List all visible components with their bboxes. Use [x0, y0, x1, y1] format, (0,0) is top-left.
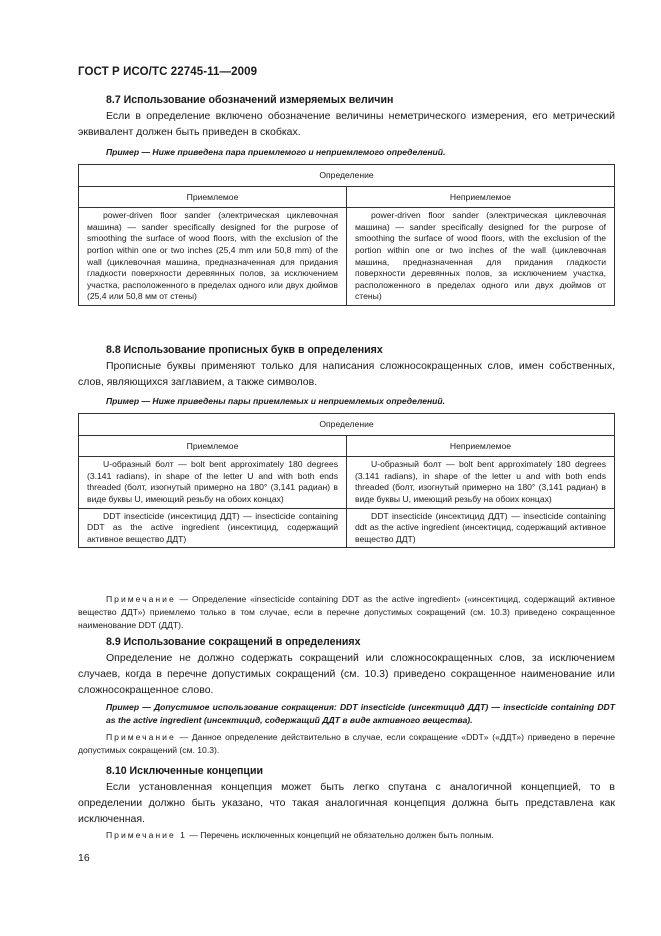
definitions-table-2	[78, 413, 615, 548]
section-8-10-note	[78, 829, 615, 842]
section-8-9-note	[78, 731, 615, 757]
table-row	[79, 208, 615, 306]
table-cell-unacceptable: power-driven floor sander (электрическая циклевочная машина) — sander specifically designed for the purpose of smoothing the surface of wood floors, with the exclusion of the portion within one or two inches of the wall (циклевочная машина, предназначенная для придания гладкости поверхности деревянных полов, за исключением участка, расположенного в пределах одного или двух дюймов от стены)	[347, 208, 615, 306]
section-8-7-example: Пример — Ниже приведена пара приемлемого и неприемлемого определений.	[106, 147, 446, 157]
section-8-10-text: Если установленная концепция может быть легко спутана с аналогичной концепцией, то в определении должно быть указано, что такая аналогичная концепция должна быть представлена как исключенная.	[78, 781, 615, 825]
section-8-7-text: Если в определение включено обозначение величины неметрического измерения, его метрический эквивалент должен быть приведен в скобках.	[78, 110, 615, 138]
section-8-9-example: Пример — Допустимое использование сокращения: DDT insecticide (инсектицид ДДТ) — insecticide containing DDT as the active ingredient (инсектицид, содержащий ДДТ в виде активного вещества).	[106, 702, 615, 725]
section-8-8-example: Пример — Ниже приведены пары приемлемых и неприемлемых определений.	[106, 396, 446, 406]
table-row	[79, 457, 615, 508]
page-number: 16	[78, 852, 90, 864]
section-8-9-text: Определение не должно содержать сокращений или сложносокращенных слов, за исключением случаев, когда в перечне допустимых сокращений (см. 10.3) приведено сокращенное наименование или сложносокращенное слово.	[78, 652, 615, 696]
section-8-8-heading: 8.8 Использование прописных букв в определениях	[106, 344, 383, 356]
table-caption: Определение	[79, 165, 615, 187]
note-text: — Данное определение действительно в случае, если сокращение «DDT» («ДДТ») приведено в перечне допустимых сокращений (см. 10.3).	[78, 732, 615, 755]
note-label: Примечание	[106, 732, 176, 742]
section-8-10-heading: 8.10 Исключенные концепции	[106, 765, 263, 777]
column-header-unacceptable: Неприемлемое	[347, 435, 615, 457]
column-header-acceptable: Приемлемое	[79, 186, 347, 208]
column-header-acceptable: Приемлемое	[79, 435, 347, 457]
section-8-9-heading: 8.9 Использование сокращений в определениях	[106, 636, 361, 648]
table-cell-unacceptable: DDT insecticide (инсектицид ДДТ) — insecticide containing ddt as the active ingredient (инсектицид, содержащий активное вещество ДДТ)	[347, 508, 615, 548]
section-8-8-text: Прописные буквы применяют только для написания сложносокращенных слов, имен собственных, слов, являющихся заглавием, а также символов.	[78, 360, 615, 388]
table-row	[79, 508, 615, 548]
table-cell-acceptable: DDT insecticide (инсектицид ДДТ) — insecticide containing DDT as the active ingredient (инсектицид, содержащий активное вещество ДДТ)	[79, 508, 347, 548]
table-caption: Определение	[79, 414, 615, 436]
definitions-table-1	[78, 164, 615, 306]
column-header-unacceptable: Неприемлемое	[347, 186, 615, 208]
table-cell-acceptable: U-образный болт — bolt bent approximately 180 degrees (3.141 radians), in shape of the letter U and with both ends threaded (болт, изогнутый примерно на 180° (3,141 радиан) в виде буквы U, имеющий резьбу на обоих концах)	[79, 457, 347, 508]
note-label: Примечание 1	[106, 830, 187, 840]
note-text: — Перечень исключенных концепций не обязательно должен быть полным.	[186, 830, 494, 840]
note-label: Примечание	[106, 594, 176, 604]
table-cell-acceptable: power-driven floor sander (электрическая циклевочная машина) — sander specifically designed for the purpose of smoothing the surface of wood floors, with the exclusion of the portion within one or two inches (25,4 mm или 50,8 mm) of the wall (циклевочная машина, предназначенная для придания гладкости поверхности деревянных полов, за исключением участка, расположенного в пределах одного или двух дюймов (25,4 или 50,8 мм от стены)	[79, 208, 347, 306]
document-header: ГОСТ Р ИСО/ТС 22745-11—2009	[78, 66, 258, 78]
note-text: — Определение «insecticide containing DDT as the active ingredient» («инсектицид, содержащий активное вещество ДДТ») приемлемо только в том случае, если в перечне допустимых сокращений (см. 10.3) приведено сокращенное наименование DDT (ДДТ).	[78, 594, 615, 630]
table-cell-unacceptable: U-образный болт — bolt bent approximately 180 degrees (3.141 radians), in shape of the letter u and with both ends threaded (болт, изогнутый примерно на 180° (3,141 радиан) в виде буквы U, имеющий резьбу на обоих концах)	[347, 457, 615, 508]
section-8-7-heading: 8.7 Использование обозначений измеряемых величин	[106, 94, 394, 106]
section-8-8-note	[78, 593, 615, 632]
